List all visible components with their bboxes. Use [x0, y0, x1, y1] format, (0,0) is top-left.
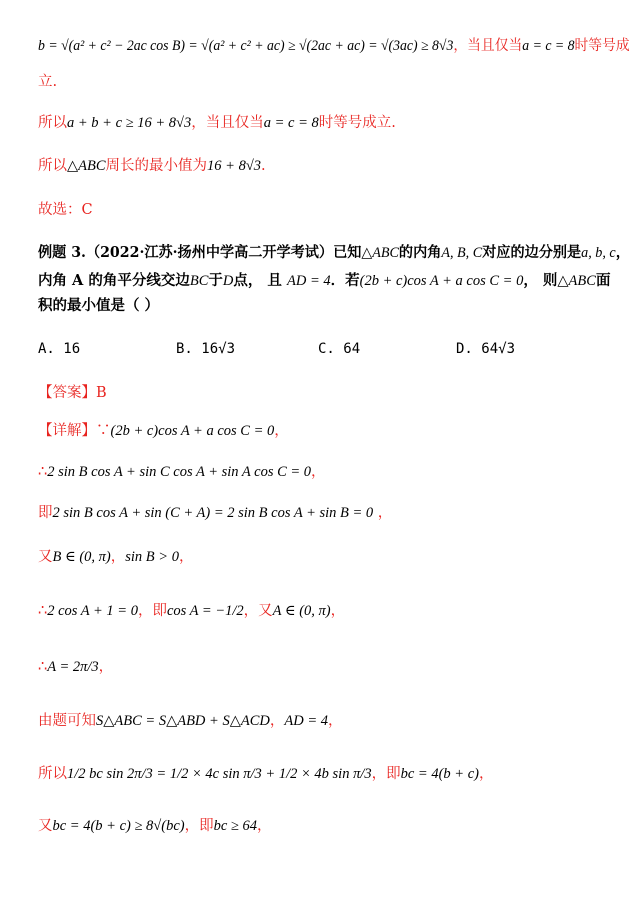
text-segment: ∴: [38, 603, 48, 619]
text-segment: ，又: [243, 603, 273, 619]
text-segment: sin B > 0: [125, 549, 179, 565]
text-segment: a = c = 8: [263, 115, 319, 131]
text-segment: 1/2 bc sin 2π/3 = 1/2 × 4c sin π/3 + 1/2 × 4b sin π/3: [67, 766, 372, 782]
text-line-l16: [38, 657, 113, 677]
text-segment: bc = 4(b + c): [400, 766, 479, 782]
text-segment: 又: [38, 549, 53, 565]
text-segment: ，: [178, 549, 194, 565]
text-segment: 内角 A 的角平分线交边: [38, 272, 190, 289]
text-segment: a, b, c: [581, 245, 616, 261]
text-segment: B ∈ (0, π): [52, 549, 111, 565]
text-segment: 的内角: [398, 244, 442, 261]
text-segment: 立.: [38, 74, 58, 90]
text-line-l19: [38, 816, 272, 836]
text-segment: ，: [478, 766, 494, 782]
text-segment: 所以: [38, 766, 67, 782]
text-segment: 所以: [38, 115, 67, 131]
text-segment: D: [222, 273, 234, 289]
text-segment: (2b + c)cos A + a cos C = 0: [110, 423, 275, 439]
text-segment: 例题 3.: [38, 244, 86, 261]
text-segment: ，: [327, 713, 343, 729]
option-b: B. 16√3: [176, 341, 236, 357]
text-segment: △ABC: [557, 273, 596, 289]
text-segment: 【答案】B: [38, 385, 107, 401]
text-segment: ，: [615, 244, 630, 261]
text-segment: ， 则: [523, 272, 558, 289]
text-segment: A, B, C: [441, 245, 483, 261]
text-segment: ，: [110, 549, 126, 565]
text-line-l3: [38, 113, 396, 133]
text-line-l13: [38, 503, 392, 523]
option-c: C. 64: [318, 341, 361, 357]
text-segment: 时等号成: [574, 38, 630, 54]
text-segment: 点， 且: [233, 272, 287, 289]
text-line-l18: [38, 764, 493, 784]
text-line-l5: [38, 200, 93, 220]
text-segment: ∴: [38, 659, 48, 675]
text-segment: △ABC: [361, 245, 399, 261]
text-line-l14: [38, 547, 193, 567]
text-segment: bc = 4(b + c) ≥ 8√(bc): [52, 818, 185, 834]
text-segment: ，: [330, 603, 346, 619]
text-segment: 【详解】∵: [38, 423, 111, 439]
text-line-l4: [38, 156, 266, 176]
text-segment: ．若: [330, 272, 360, 289]
text-segment: 于: [208, 272, 223, 289]
text-segment: cos A = −1/2: [166, 603, 244, 619]
text-segment: AD = 4: [286, 273, 331, 289]
text-segment: .: [261, 158, 266, 174]
text-segment: 时等号成立.: [318, 115, 396, 131]
option-a: A. 16: [38, 341, 81, 357]
text-segment: AD = 4: [284, 713, 328, 729]
text-segment: ，即: [184, 818, 214, 834]
text-segment: 2 cos A + 1 = 0: [47, 603, 138, 619]
text-line-l17: [38, 711, 342, 731]
text-line-l11: [38, 421, 289, 441]
text-segment: 对应的边分别是: [482, 244, 582, 261]
text-segment: ，当且仅当: [191, 115, 264, 131]
text-segment: （2022·江苏·扬州中学高二开学考试）已知: [85, 244, 362, 261]
text-segment: 所以: [38, 158, 67, 174]
text-line-l10: [38, 383, 107, 403]
text-segment: BC: [189, 273, 209, 289]
text-segment: ，: [257, 818, 272, 834]
text-segment: 由题可知: [38, 713, 96, 729]
text-segment: (2b + c)cos A + a cos C = 0: [359, 273, 524, 289]
text-line-l8: [38, 296, 159, 316]
option-d: D. 64√3: [456, 341, 516, 357]
text-line-l7: [38, 271, 610, 291]
text-segment: a = c = 8: [522, 38, 575, 54]
text-line-l12: [38, 462, 326, 482]
text-segment: a + b + c ≥ 16 + 8√3: [67, 115, 192, 131]
text-segment: ，: [269, 713, 285, 729]
text-segment: ∴: [38, 464, 48, 480]
text-segment: ，: [274, 423, 289, 439]
text-segment: ，即: [137, 603, 167, 619]
text-segment: 面: [595, 272, 611, 289]
text-segment: △ABC: [67, 158, 106, 174]
text-segment: 2 sin B cos A + sin (C + A) = 2 sin B cos A + sin B = 0: [52, 505, 374, 521]
text-line-l15: [38, 601, 345, 621]
text-segment: 故选：C: [38, 202, 93, 218]
text-segment: 16 + 8√3: [207, 158, 262, 174]
text-segment: A ∈ (0, π): [272, 603, 331, 619]
text-segment: 即: [38, 505, 53, 521]
text-segment: S△ABC = S△ABD + S△ACD: [96, 713, 270, 729]
text-segment: b = √(a² + c² − 2ac cos B) = √(a² + c² + ac) ≥ √(2ac + ac) = √(3ac) ≥ 8√3: [38, 38, 454, 54]
text-segment: 又: [38, 818, 53, 834]
text-segment: bc ≥ 64: [213, 818, 258, 834]
text-segment: ，: [98, 659, 114, 675]
answer-options-row: [0, 339, 642, 361]
text-segment: 2 sin B cos A + sin C cos A + sin A cos C = 0: [47, 464, 312, 480]
text-segment: 周长的最小值为: [105, 158, 208, 174]
text-segment: A = 2π/3: [47, 659, 99, 675]
text-line-l2: [38, 72, 57, 92]
text-line-l1: [38, 36, 630, 56]
text-segment: ，: [373, 505, 393, 521]
text-line-l6: [38, 243, 630, 263]
text-segment: 积的最小值是（ ）: [38, 297, 160, 314]
text-segment: ，当且仅当: [453, 38, 523, 54]
text-segment: ，即: [371, 766, 401, 782]
text-segment: ，: [311, 464, 326, 480]
